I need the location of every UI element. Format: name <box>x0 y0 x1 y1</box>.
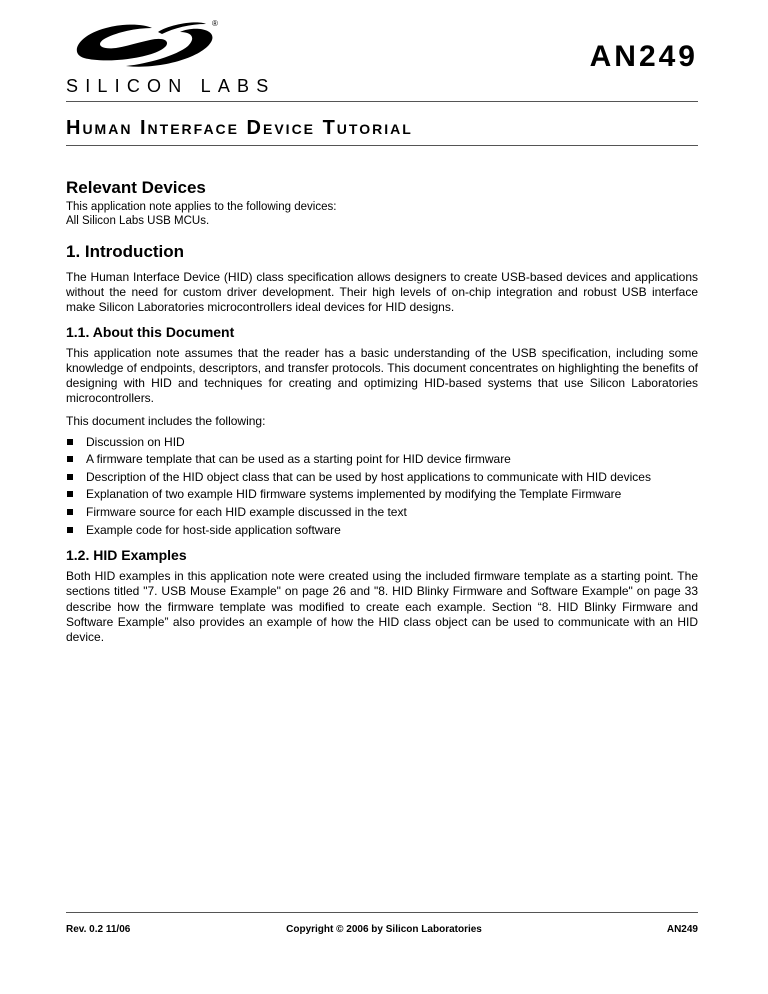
relevant-devices-line-1: This application note applies to the following devices: <box>66 201 337 213</box>
footer-copyright: Copyright © 2006 by Silicon Laboratories <box>286 924 482 935</box>
bullet-square-icon <box>67 509 73 515</box>
about-document-heading: 1.1. About this Document <box>66 323 235 340</box>
footer-revision: Rev. 0.2 11/06 <box>66 924 131 935</box>
footer-rule <box>66 912 698 913</box>
includes-intro: This document includes the following: <box>66 414 266 429</box>
hid-examples-paragraph: Both HID examples in this application note were created using the included firmware template as a starting point. The sections titled "7. USB Mouse Example" on page 26 and "8. HID Blinky Firmware and Software Example" on page 33 describe how the firmware template was modified to create each example. Section “8. HID Blinky Firmware and Software Example” also provides an example of how the HID class object can be used to communicate with an HID device. <box>66 569 698 644</box>
list-item: Explanation of two example HID firmware systems implemented by modifying the Template Firmware <box>66 486 698 504</box>
logo-wordmark: SILICON LABS <box>66 76 276 96</box>
relevant-devices-heading: Relevant Devices <box>66 178 206 197</box>
bullet-square-icon <box>67 456 73 462</box>
relevant-devices-line-2: All Silicon Labs USB MCUs. <box>66 215 210 227</box>
silicon-labs-logo-mark-icon <box>66 18 226 76</box>
list-item: A firmware template that can be used as a starting point for HID device firmware <box>66 451 698 469</box>
bullet-square-icon <box>67 439 73 445</box>
list-item: Description of the HID object class that can be used by host applications to communicate with HID devices <box>66 469 698 487</box>
footer-doc-id: AN249 <box>666 924 698 935</box>
main-content <box>66 178 698 645</box>
title-rule <box>66 145 698 146</box>
about-document-paragraph: This application note assumes that the reader has a basic understanding of the USB specification, including some knowledge of endpoints, descriptors, and transfer protocols. This document concentrates on highlighting the benefits of designing with HID and techniques for creating and optimizing HID-based systems that use Silicon Laboratories microcontrollers. <box>66 345 698 406</box>
bullet-square-icon <box>67 474 73 480</box>
silicon-labs-logo <box>66 18 276 98</box>
bullet-square-icon <box>67 527 73 533</box>
includes-list <box>66 434 698 540</box>
hid-examples-heading: 1.2. HID Examples <box>66 547 187 564</box>
introduction-heading: 1. Introduction <box>66 242 185 261</box>
list-item: Discussion on HID <box>66 434 698 452</box>
introduction-paragraph: The Human Interface Device (HID) class specification allows designers to create USB-based devices and applications without the need for custom driver development. Their high levels of on-chip integration and robust USB interface make Silicon Laboratories microcontrollers ideal devices for HID designs. <box>66 270 698 315</box>
list-item: Firmware source for each HID example discussed in the text <box>66 504 698 522</box>
registered-mark: ® <box>212 19 218 28</box>
list-item: Example code for host-side application software <box>66 522 698 540</box>
document-title: Human Interface Device Tutorial <box>66 117 413 139</box>
bullet-square-icon <box>67 491 73 497</box>
header-rule <box>66 101 698 102</box>
document-id: AN249 <box>589 40 698 73</box>
